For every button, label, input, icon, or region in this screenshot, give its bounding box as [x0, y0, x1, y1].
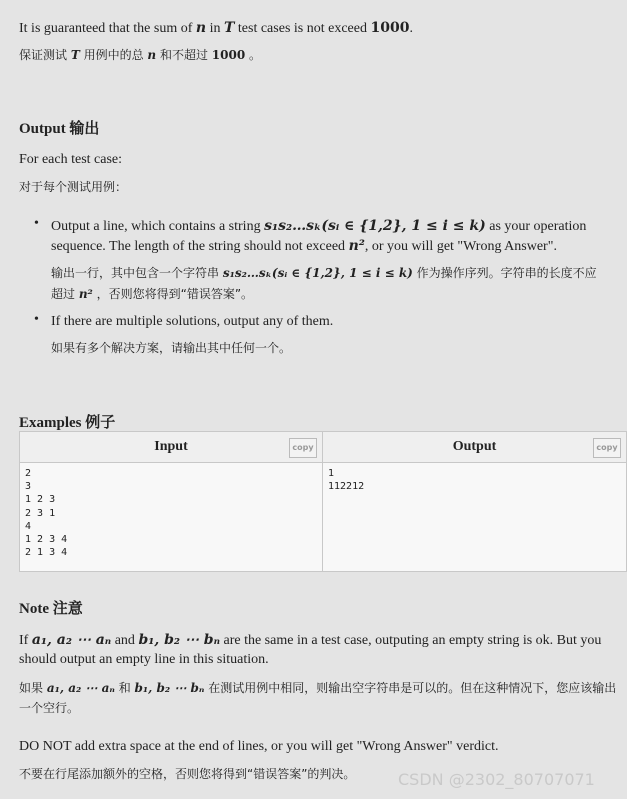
item1-en-line2: sequence. The length of the string should not exceed n², or you will get "Wrong Answer".	[51, 238, 557, 254]
output-intro-zh: 对于每个测试用例：	[19, 180, 128, 194]
note-p2-zh: 不要在行尾添加额外的空格，否则您将得到“错误答案”的判决。	[19, 767, 356, 781]
input-header	[20, 432, 323, 463]
note-p1-zh-line1: 如果 a₁, a₂ ⋯ aₙ 和 b₁, b₂ ⋯ bₙ 在测试用例中相同，则输出空字符串是可以的。但在这种情况下，您应该输出	[19, 681, 617, 695]
note-title: Note 注意	[19, 601, 83, 617]
item1-en-line1: Output a line, which contains a string s₁s₂…sₖ(sᵢ ∈ {1,2}, 1 ≤ i ≤ k) as your operation	[51, 218, 587, 234]
output-intro-en: For each test case:	[19, 152, 123, 167]
item2-zh: 如果有多个解决方案，请输出其中任何一个。	[51, 341, 292, 355]
bullet-icon: •	[34, 312, 39, 327]
copy-input-button[interactable]: copy	[289, 438, 317, 458]
copy-output-button[interactable]: copy	[593, 438, 621, 458]
constraint-en: It is guaranteed that the sum of n in T test cases is not exceed 1000.	[19, 20, 413, 36]
output-header	[323, 432, 627, 463]
note-p2-en: DO NOT add extra space at the end of lines, or you will get "Wrong Answer" verdict.	[19, 739, 499, 754]
input-sample: 2 3 1 2 3 2 3 1 4 1 2 3 4 2 1 3 4	[20, 463, 323, 572]
watermark: CSDN @2302_80707071	[398, 770, 595, 789]
output-section-title: Output 输出	[19, 121, 100, 137]
output-sample: 1 112212	[323, 463, 627, 572]
examples-table	[19, 431, 627, 572]
constraint-zh: 保证测试 T 用例中的总 n 和不超过 1000 。	[19, 48, 262, 62]
input-header-label: Input	[154, 439, 188, 454]
item1-zh-line2: 超过 n² ，否则您将得到“错误答案”。	[51, 287, 254, 301]
note-p1-en-line1: If a₁, a₂ ⋯ aₙ and b₁, b₂ ⋯ bₙ are the same in a test case, outputing an empty string is ok. But you	[19, 632, 602, 648]
item1-zh-line1: 输出一行，其中包含一个字符串 s₁s₂…sₖ(sᵢ ∈ {1,2}, 1 ≤ i ≤ k) 作为操作序列。字符串的长度不应	[51, 266, 597, 280]
examples-title: Examples 例子	[19, 415, 116, 431]
note-p1-en-line2: should output an empty line in this situation.	[19, 652, 269, 667]
item2-en: If there are multiple solutions, output any of them.	[51, 314, 334, 329]
output-header-label: Output	[452, 439, 497, 454]
bullet-icon: •	[34, 216, 39, 231]
note-p1-zh-line2: 一个空行。	[19, 701, 80, 715]
